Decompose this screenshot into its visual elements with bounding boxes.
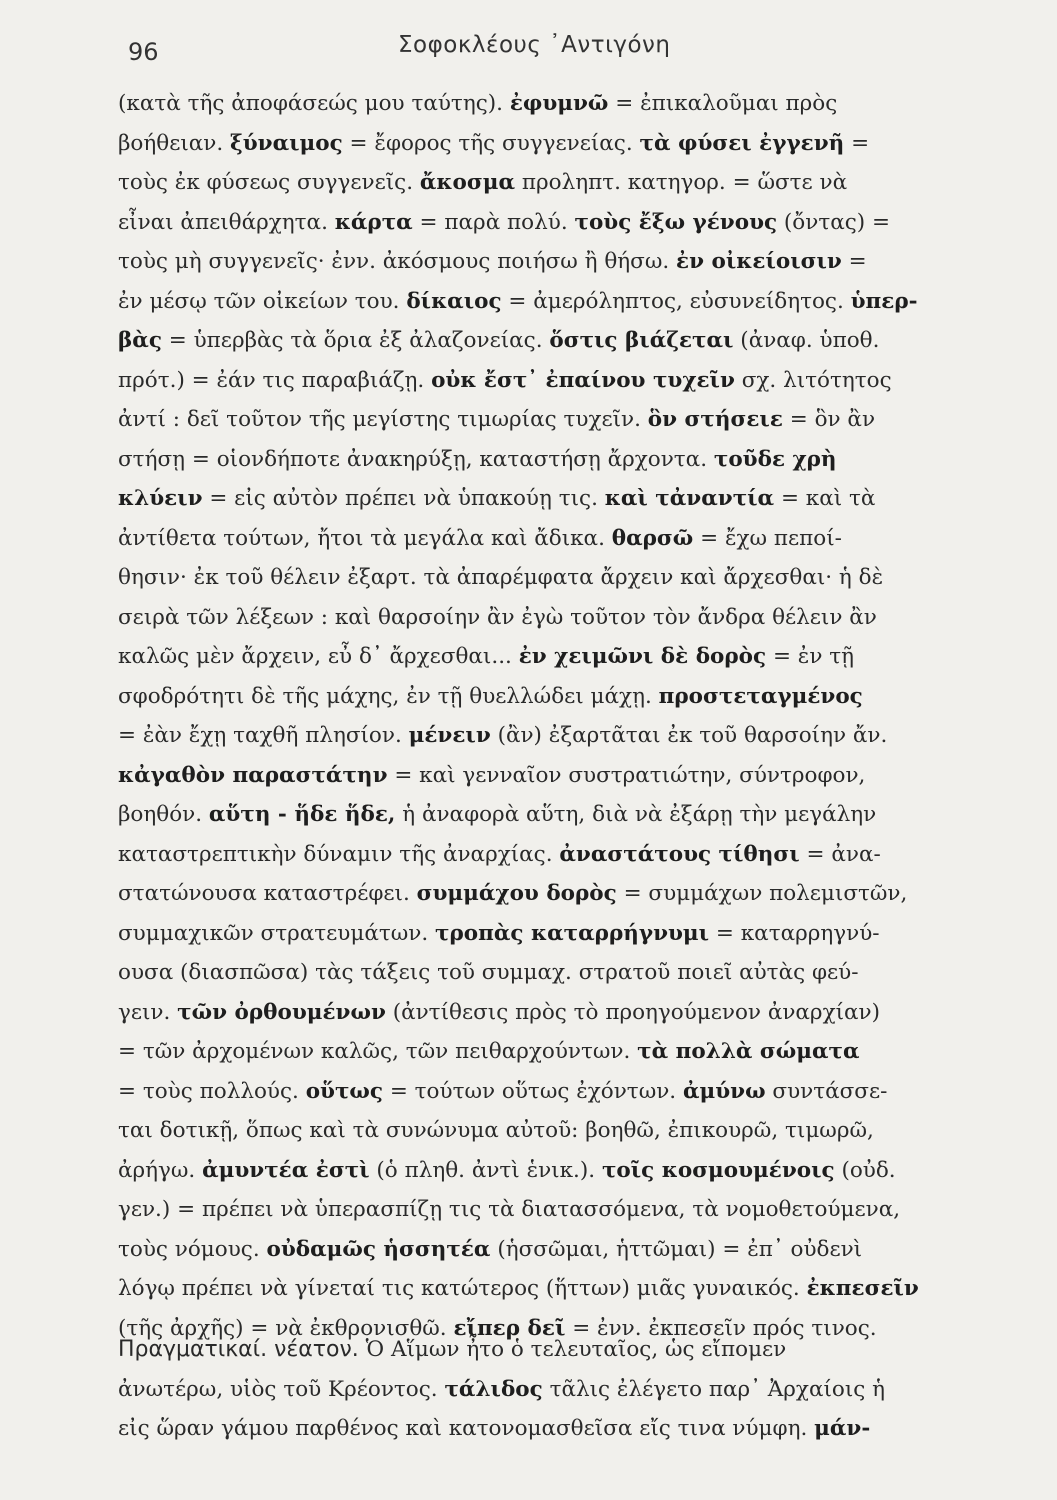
text-line	[118, 1032, 1018, 1072]
lemma-term: οὐκ ἔστ᾿ ἐπαίνου τυχεῖν	[431, 367, 735, 393]
gloss-text: εἶναι ἀπειθάρχητα.	[118, 209, 335, 235]
gloss-text: = ἐνν. ἐκπεσεῖν πρός τινος.	[565, 1315, 877, 1341]
text-line	[118, 519, 1018, 559]
text-line	[118, 163, 1018, 203]
text-line	[118, 835, 1018, 875]
lemma-term: θαρσῶ	[611, 525, 694, 551]
gloss-text: ἀντίθετα τούτων, ἤτοι τὰ μεγάλα καὶ ἄδικα.	[118, 525, 612, 551]
text-line	[118, 1190, 1018, 1230]
lemma-term: οὕτως	[305, 1078, 383, 1104]
text-line	[118, 756, 1018, 796]
lemma-term: ἀμύνω	[682, 1078, 766, 1104]
gloss-text: (κατὰ τῆς ἀποφάσεώς μου ταύτης).	[118, 91, 510, 116]
gloss-text: = παρὰ πολύ.	[412, 209, 575, 235]
lemma-term: ξύναιμος	[230, 130, 343, 156]
gloss-text: = ἀμερόληπτος, εὐσυνείδητος.	[501, 288, 851, 314]
gloss-text: γειν.	[118, 999, 178, 1025]
gloss-text: βοήθειαν.	[118, 130, 231, 156]
text-line	[118, 84, 1018, 124]
running-title: Σοφοκλέους ᾿Αντιγόνη	[398, 32, 671, 58]
gloss-text: (ἡσσῶμαι, ἡττῶμαι) = ἐπ᾿ οὐδενὶ	[490, 1236, 863, 1262]
text-line	[118, 993, 1018, 1033]
gloss-text: πρότ.) = ἐάν τις παραβιάζῃ.	[118, 367, 432, 393]
page-header	[0, 30, 1057, 70]
gloss-text: γεν.) = πρέπει νὰ ὑπερασπίζῃ τις τὰ διατασσόμενα, τὰ νομοθετούμενα,	[118, 1197, 901, 1222]
lemma-term: τοῖς κοσμουμένοις	[601, 1157, 835, 1183]
gloss-text: σφοδρότητι δὲ τῆς μάχης, ἐν τῇ θυελλώδει μάχῃ.	[118, 683, 659, 709]
lemma-term: δίκαιος	[406, 288, 502, 314]
gloss-text: καταστρεπτικὴν δύναμιν τῆς ἀναρχίας.	[118, 841, 560, 867]
text-line	[118, 716, 1018, 756]
text-line	[118, 321, 1018, 361]
lemma-term: ἐν χειμῶνι δὲ δορὸς	[518, 644, 767, 669]
lemma-term: οὐδαμῶς ἡσσητέα	[266, 1236, 491, 1262]
gloss-text: ἀντί : δεῖ τοῦτον τῆς μεγίστης τιμωρίας τυχεῖν.	[118, 407, 648, 432]
gloss-text: = τοὺς πολλούς.	[118, 1078, 306, 1104]
lemma-term: κἀγαθὸν παραστάτην	[118, 762, 388, 788]
gloss-text: συμμαχικῶν στρατευμάτων.	[118, 920, 436, 946]
gloss-text: =	[841, 249, 867, 274]
gloss-text: λόγῳ πρέπει νὰ γίνεταί τις κατώτερος (ἥττων) μιᾶς γυναικός.	[118, 1276, 807, 1301]
lemma-term: ἀμυντέα ἐστὶ	[202, 1157, 370, 1183]
text-line	[118, 361, 1018, 401]
gloss-text: = ἔφορος τῆς συγγενείας.	[342, 130, 640, 156]
gloss-text: εἰς ὥραν γάμου παρθένος καὶ κατονομασθεῖσα εἴς τινα νύμφη.	[118, 1416, 815, 1441]
lemma-term: εἴπερ δεῖ	[453, 1315, 566, 1341]
text-line	[118, 124, 1018, 164]
gloss-text: στήσῃ = οἱονδήποτε ἀνακηρύξῃ, καταστήσῃ ἄρχοντα.	[118, 446, 714, 472]
lemma-term: μάν-	[814, 1416, 871, 1441]
gloss-text: τοὺς μὴ συγγενεῖς· ἐνν. ἀκόσμους ποιήσω ἢ θήσω.	[118, 249, 677, 274]
gloss-text: = καὶ τὰ	[774, 486, 876, 511]
gloss-text: καλῶς μὲν ἄρχειν, εὖ δ᾿ ἄρχεσθαι...	[118, 644, 519, 669]
gloss-text: τοὺς ἐκ φύσεως συγγενεῖς.	[118, 170, 420, 195]
gloss-text: τοὺς νόμους.	[118, 1236, 267, 1262]
gloss-text: συντάσσε-	[765, 1078, 888, 1104]
gloss-text: (ὁ πληθ. ἀντὶ ἑνικ.).	[369, 1157, 602, 1183]
text-line	[118, 1072, 1018, 1112]
lemma-term: συμμάχου δορὸς	[416, 881, 617, 906]
gloss-text: = ἐν τῇ	[766, 644, 855, 669]
lemma-term: ἄκοσμα	[419, 170, 516, 195]
gloss-text: ἀρήγω.	[118, 1157, 203, 1183]
gloss-text: =	[844, 130, 870, 156]
section-first-line	[118, 1330, 1018, 1370]
gloss-text: = ὑπερβὰς τὰ ὅρια ἐξ ἀλαζονείας.	[161, 328, 550, 353]
lemma-term: τοῦδε χρὴ	[713, 446, 837, 472]
section-pragmatikai	[118, 1330, 1018, 1449]
commentary-text	[118, 84, 1018, 1348]
gloss-text: = καὶ γενναῖον συστρατιώτην, σύντροφον,	[387, 762, 866, 788]
gloss-text: = καταρρηγνύ-	[709, 920, 880, 946]
gloss-text: (ἀναφ. ὑποθ.	[733, 328, 880, 353]
text-line	[118, 914, 1018, 954]
gloss-text: στατώνουσα καταστρέφει.	[118, 881, 417, 906]
text-line	[118, 953, 1018, 993]
gloss-text: σχ. λιτότητος	[734, 367, 892, 393]
gloss-text: τᾶλις ἐλέγετο παρ᾿ Ἀρχαίοις ἡ	[542, 1376, 886, 1402]
text-line	[118, 479, 1018, 519]
text-line	[118, 203, 1018, 243]
text-line	[118, 677, 1018, 717]
page-number: 96	[128, 38, 159, 66]
gloss-text: θησιν· ἐκ τοῦ θέλειν ἐξαρτ. τὰ ἀπαρέμφατα ἄρχειν καὶ ἄρχεσθαι· ἡ δὲ	[118, 565, 884, 590]
gloss-text: = τούτων οὕτως ἐχόντων.	[382, 1078, 683, 1104]
lemma-term: τοὺς ἔξω γένους	[574, 209, 778, 235]
lemma-term: ὅστις βιάζεται	[549, 328, 734, 353]
lemma-term: τῶν ὀρθουμένων	[177, 999, 386, 1025]
text-line	[118, 1269, 1018, 1309]
text-line	[118, 637, 1018, 677]
text-line	[118, 1370, 1018, 1410]
gloss-text: (τῆς ἀρχῆς) = νὰ ἐκθρονισθῶ.	[118, 1315, 454, 1341]
gloss-text: (ὄντας) =	[777, 209, 891, 235]
gloss-text: = ἀνα-	[799, 841, 881, 867]
gloss-text: προληπτ. κατηγορ. = ὥστε νὰ	[515, 170, 848, 195]
text-line	[118, 282, 1018, 322]
lemma-term: καὶ τἀναντία	[604, 486, 775, 511]
text-line	[118, 440, 1018, 480]
lemma-term: κάρτα	[334, 209, 413, 235]
text-line	[118, 1230, 1018, 1270]
lemma-term: ἐκπεσεῖν	[806, 1276, 919, 1301]
gloss-text: Ὁ Αἵμων ἦτο ὁ τελευταῖος, ὡς εἴπομεν	[365, 1337, 787, 1362]
gloss-text: σειρὰ τῶν λέξεων : καὶ θαρσοίην ἂν ἐγὼ τοῦτον τὸν ἄνδρα θέλειν ἂν	[118, 604, 877, 630]
lemma-term: κλύειν	[118, 486, 203, 511]
lemma-term: αὕτη - ἥδε ἥδε,	[208, 802, 396, 827]
lemma-term: τὰ φύσει ἐγγενῆ	[639, 130, 845, 156]
gloss-text: βοηθόν.	[118, 802, 209, 827]
lemma-term: τάλιδος	[444, 1376, 543, 1402]
lemma-term: τροπὰς καταρρήγνυμι	[435, 920, 710, 946]
lemma-term: ἐφυμνῶ	[509, 91, 609, 116]
gloss-text: = συμμάχων πολεμιστῶν,	[616, 881, 908, 906]
text-line	[118, 400, 1018, 440]
gloss-text: ἡ ἀναφορὰ αὕτη, διὰ νὰ ἐξάρῃ τὴν μεγάλην	[395, 802, 877, 827]
text-line	[118, 1111, 1018, 1151]
lemma-term: ὃν στήσειε	[647, 407, 783, 432]
gloss-text: (οὐδ.	[834, 1157, 896, 1183]
text-line	[118, 1151, 1018, 1191]
lemma-term: ὑπερ-	[850, 288, 918, 314]
lemma-term: βὰς	[118, 328, 162, 353]
gloss-text: (ἂν) ἐξαρτᾶται ἐκ τοῦ θαρσοίην ἄν.	[490, 723, 888, 748]
gloss-text: = τῶν ἀρχομένων καλῶς, τῶν πειθαρχούντων.	[118, 1039, 638, 1064]
gloss-text: ἐν μέσῳ τῶν οἰκείων του.	[118, 288, 407, 314]
gloss-text: = ἐπικαλοῦμαι πρὸς	[608, 91, 838, 116]
gloss-text: ἀνωτέρω, υἱὸς τοῦ Κρέοντος.	[118, 1376, 445, 1402]
gloss-text: ται δοτικῇ, ὅπως καὶ τὰ συνώνυμα αὐτοῦ: βοηθῶ, ἐπικουρῶ, τιμωρῶ,	[118, 1118, 874, 1143]
gloss-text: = ὃν ἂν	[782, 407, 876, 432]
lemma-term: τὰ πολλὰ σώματα	[637, 1039, 860, 1064]
text-line	[118, 598, 1018, 638]
lemma-term: μένειν	[408, 723, 491, 748]
lemma-term: προστεταγμένος	[658, 683, 863, 709]
text-line	[118, 795, 1018, 835]
text-line	[118, 242, 1018, 282]
gloss-text: = ἔχω πεποί-	[693, 525, 842, 551]
text-line	[118, 558, 1018, 598]
lemma-term: ἀναστάτους τίθησι	[559, 841, 800, 867]
gloss-text: = εἰς αὐτὸν πρέπει νὰ ὑπακούῃ τις.	[202, 486, 605, 511]
text-line	[118, 874, 1018, 914]
gloss-text: = ἐὰν ἔχῃ ταχθῆ πλησίον.	[118, 723, 409, 748]
section-heading: Πραγματικαί. νέατον.	[118, 1337, 359, 1362]
lemma-term: ἐν οἰκείοισιν	[676, 249, 842, 274]
gloss-text: ουσα (διασπῶσα) τὰς τάξεις τοῦ συμμαχ. στρατοῦ ποιεῖ αὐτὰς φεύ-	[118, 960, 859, 985]
gloss-text: (ἀντίθεσις πρὸς τὸ προηγούμενον ἀναρχίαν)	[385, 999, 881, 1025]
text-line	[118, 1409, 1018, 1449]
